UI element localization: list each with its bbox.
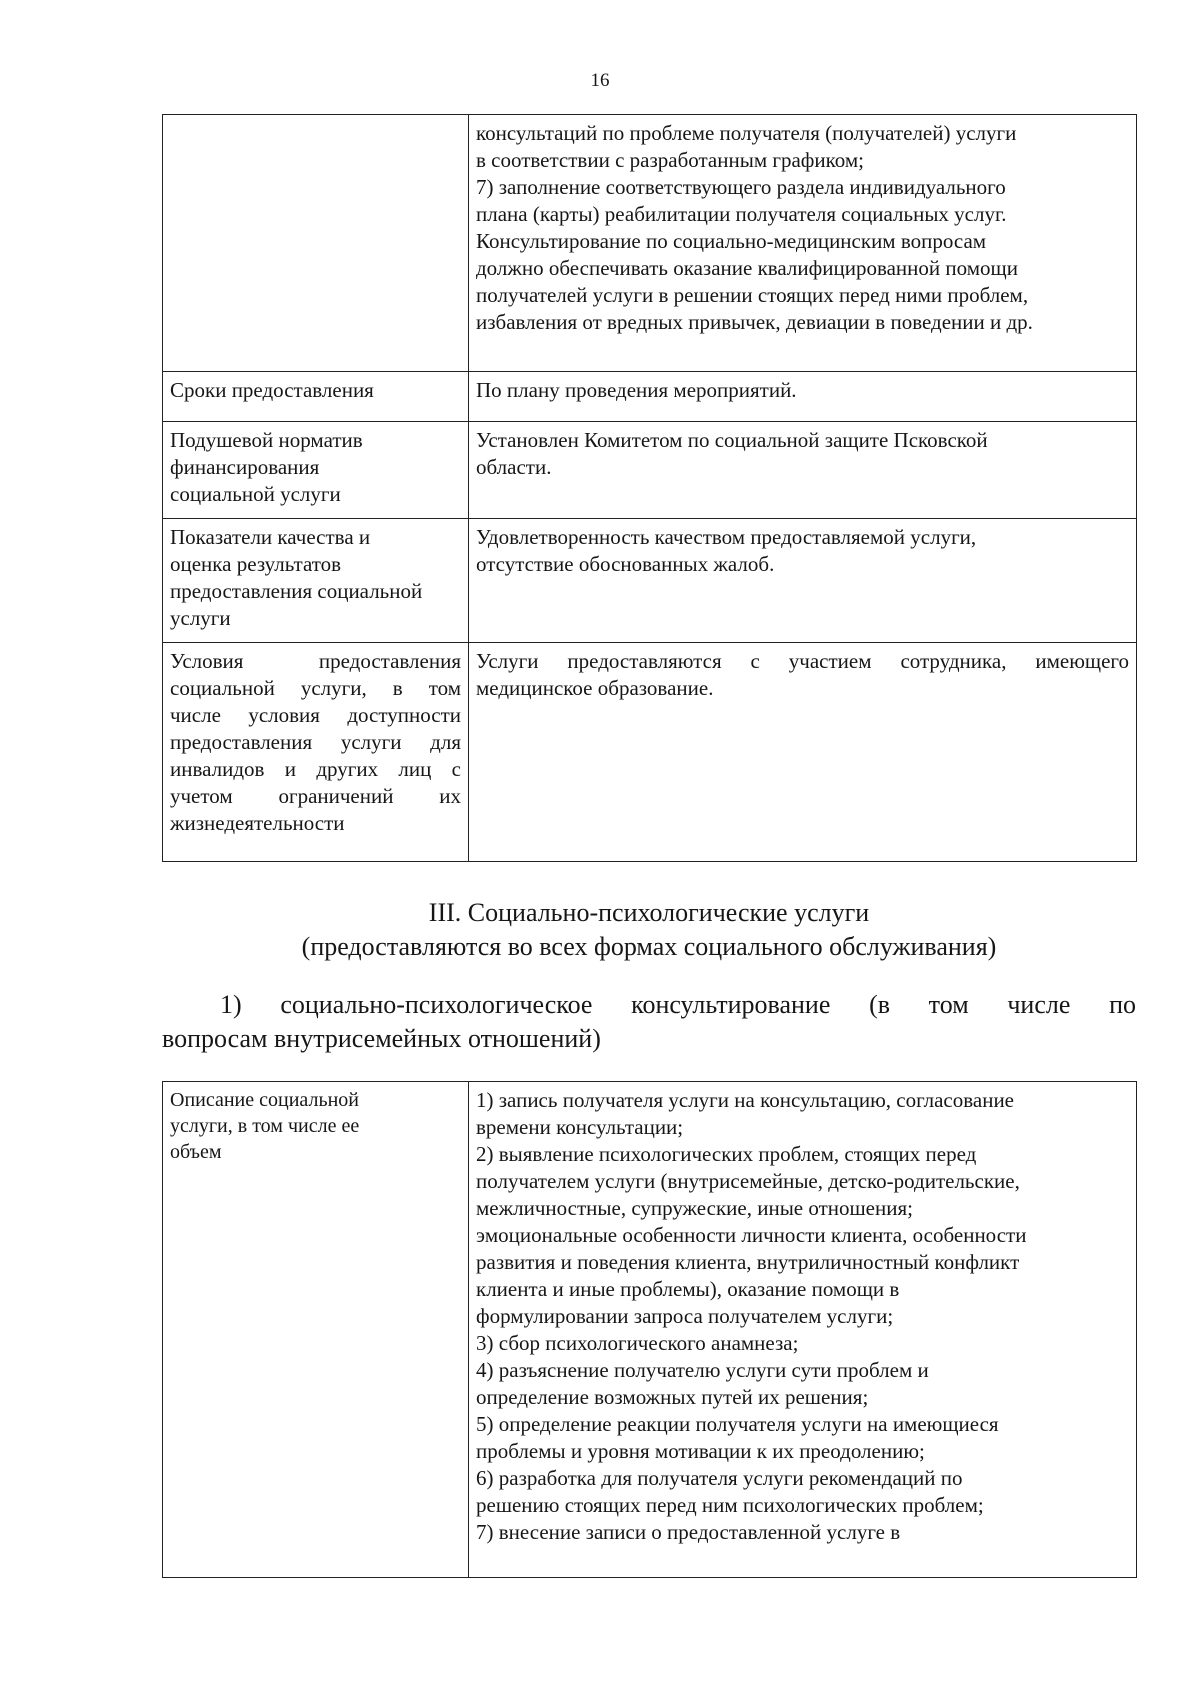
row-label-line: числе условия доступности: [170, 703, 461, 727]
page-number: 16: [590, 70, 610, 91]
row-value-cell: [469, 519, 1137, 643]
text-line: формулировании запроса получателем услуги;: [476, 1304, 894, 1328]
subsection-heading: [162, 988, 1136, 1056]
text-line: клиента и иные проблемы), оказание помощи в: [476, 1277, 900, 1301]
row-label-line: Условия предоставления: [170, 649, 461, 673]
text-line: в соответствии с разработанным графиком;: [476, 148, 865, 172]
text-line: межличностные, супружеские, иные отношения;: [476, 1196, 913, 1220]
table-row: [163, 422, 1137, 519]
row-label-cell: [163, 115, 469, 372]
row-value-line: медицинское образование.: [476, 676, 714, 700]
section-subtitle: (предоставляются во всех формах социального обслуживания): [301, 932, 997, 961]
row-label-line: жизнедеятельности: [170, 811, 345, 835]
table-row: [163, 519, 1137, 643]
row-value-line: отсутствие обоснованных жалоб.: [476, 552, 775, 576]
row-label-line: учетом ограничений их: [170, 784, 461, 808]
row-label-cell: [163, 372, 469, 422]
text-line: 6) разработка для получателя услуги рекомендаций по: [476, 1466, 963, 1490]
section-heading: [162, 896, 1136, 964]
row-label-line: оценка результатов: [170, 552, 342, 576]
row-value-cell: [469, 643, 1137, 862]
text-line: 7) внесение записи о предоставленной услуге в: [476, 1520, 901, 1544]
text-line: 2) выявление психологических проблем, стоящих перед: [476, 1142, 977, 1166]
row-label-line: социальной услуги: [170, 482, 341, 506]
row-label-line: предоставления социальной: [170, 579, 423, 603]
row-value-cell: [469, 1082, 1137, 1578]
row-label-line: предоставления услуги для: [170, 730, 461, 754]
text-line: 3) сбор психологического анамнеза;: [476, 1331, 799, 1355]
text-line: должно обеспечивать оказание квалифицированной помощи: [476, 256, 1018, 280]
text-line: избавления от вредных привычек, девиации в поведении и др.: [476, 310, 1033, 334]
row-label-cell: [163, 643, 469, 862]
text-line: 1) запись получателя услуги на консультацию, согласование: [476, 1088, 1015, 1112]
text-line: Консультирование по социально-медицинским вопросам: [476, 229, 987, 253]
text-line: 7) заполнение соответствующего раздела индивидуального: [476, 175, 1006, 199]
section-title: III. Социально-психологические услуги: [428, 898, 870, 927]
row-label-cell: [163, 422, 469, 519]
row-value: По плану проведения мероприятий.: [476, 378, 797, 402]
row-label: Сроки предоставления: [170, 378, 374, 402]
table-row: [163, 1082, 1137, 1578]
text-line: получателей услуги в решении стоящих перед ними проблем,: [476, 283, 1029, 307]
row-label-line: Показатели качества и: [170, 525, 371, 549]
row-value-line: Установлен Комитетом по социальной защите Псковской: [476, 428, 988, 452]
row-label-cell: [163, 519, 469, 643]
row-label-line: объем: [170, 1141, 222, 1163]
text-line: плана (карты) реабилитации получателя социальных услуг.: [476, 202, 1007, 226]
text-line: эмоциональные особенности личности клиента, особенности: [476, 1223, 1027, 1247]
table-row: [163, 372, 1137, 422]
service-table-continued: [162, 114, 1137, 862]
row-value-cell: [469, 422, 1137, 519]
row-label-line: социальной услуги, в том: [170, 676, 461, 700]
row-value-cell: [469, 372, 1137, 422]
row-value-line: Удовлетворенность качеством предоставляемой услуги,: [476, 525, 977, 549]
row-value-cell: [469, 115, 1137, 372]
row-label-line: Подушевой норматив: [170, 428, 363, 452]
text-line: 4) разъяснение получателю услуги сути проблем и: [476, 1358, 929, 1382]
table-row: [163, 643, 1137, 862]
row-label-line: инвалидов и других лиц с: [170, 757, 461, 781]
subsection-line: вопросам внутрисемейных отношений): [162, 1024, 601, 1053]
row-label-line: услуги: [170, 606, 231, 630]
text-line: развития и поведения клиента, внутриличностный конфликт: [476, 1250, 1020, 1274]
service-description-table: [162, 1081, 1137, 1578]
text-line: определение возможных путей их решения;: [476, 1385, 869, 1409]
text-line: проблемы и уровня мотивации к их преодолению;: [476, 1439, 925, 1463]
text-line: получателем услуги (внутрисемейные, детско-родительские,: [476, 1169, 1020, 1193]
row-label-line: услуги, в том числе ее: [170, 1115, 360, 1137]
subsection-line: 1) социально-психологическое консультирование (в том числе по: [220, 990, 1136, 1019]
row-value-line: Услуги предоставляются с участием сотрудника, имеющего: [476, 649, 1129, 673]
row-label-cell: [163, 1082, 469, 1578]
row-label-line: Описание социальной: [170, 1089, 359, 1111]
text-line: решению стоящих перед ним психологических проблем;: [476, 1493, 984, 1517]
row-label-line: финансирования: [170, 455, 320, 479]
text-line: 5) определение реакции получателя услуги на имеющиеся: [476, 1412, 999, 1436]
row-value-line: области.: [476, 455, 552, 479]
text-line: консультаций по проблеме получателя (получателей) услуги: [476, 121, 1017, 145]
text-line: времени консультации;: [476, 1115, 684, 1139]
table-row: [163, 115, 1137, 372]
